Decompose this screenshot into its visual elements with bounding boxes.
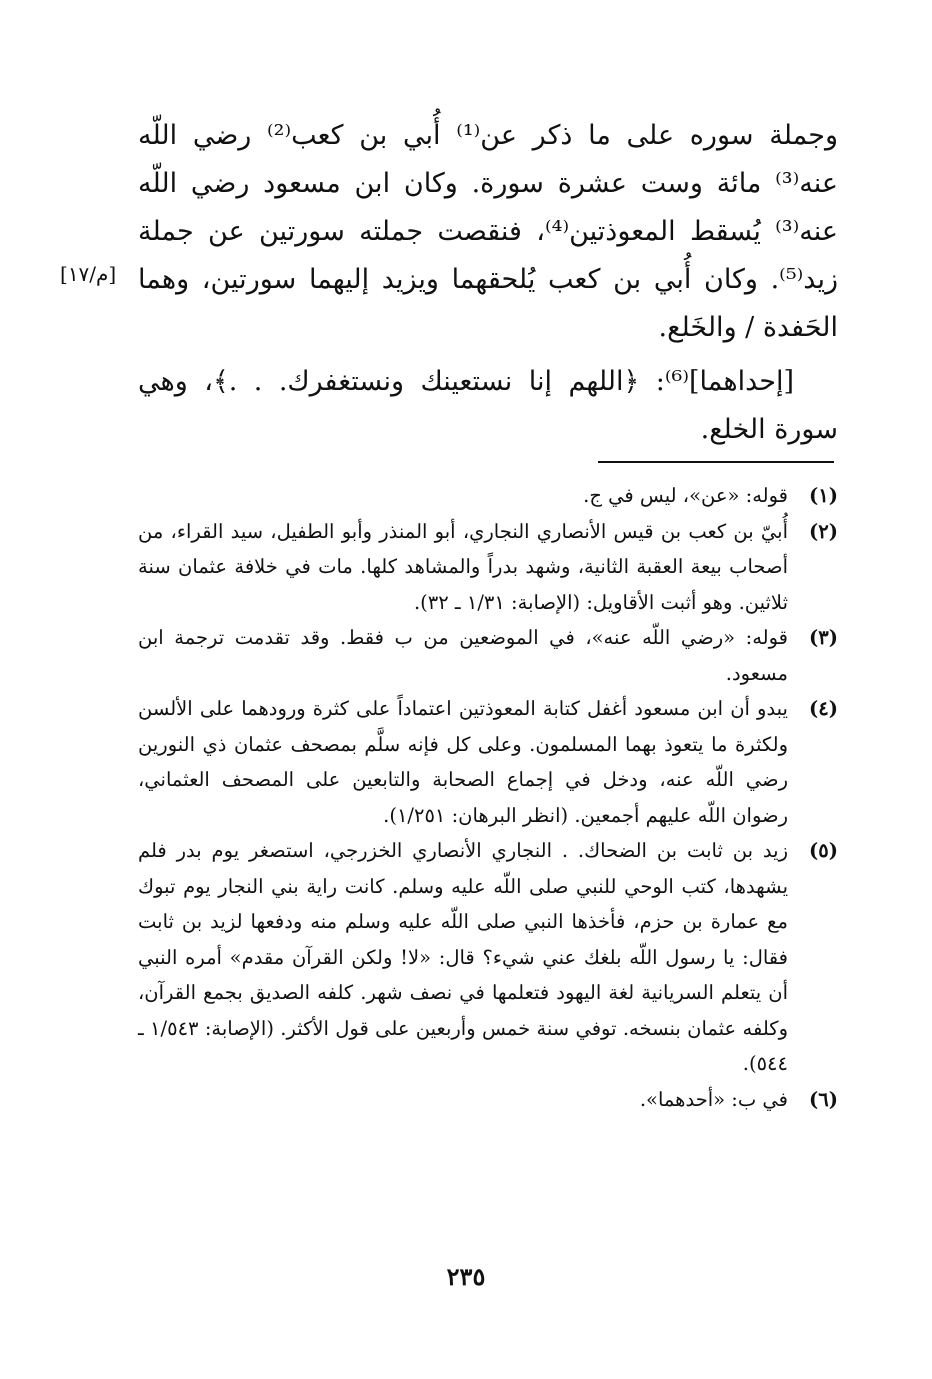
footnote-1 xyxy=(138,478,838,514)
footnote-4 xyxy=(138,691,838,833)
footnote-text: يبدو أن ابن مسعود أغفل كتابة المعوذتين اعتماداً على كثرة ورودهما على الألسن ولكثرة ما يتعوذ بهما المسلمون. وعلى كل فإنه سلَّم بمصحف عثمان ذي النورين رضي اللّه عنه، ودخل في إجماع الصحابة والتابعين على المصحف العثماني، رضوان اللّه عليهم أجمعين. (انظر البرهان: ١/٢٥١). xyxy=(138,697,788,827)
footnote-number: (٦) xyxy=(809,1087,838,1111)
manuscript-page-reference: [م/١٧] xyxy=(60,262,117,286)
footnote-2 xyxy=(138,514,838,621)
footnote-6 xyxy=(138,1082,838,1118)
footnote-separator xyxy=(598,461,834,463)
footnote-text: أُبيّ بن كعب بن قيس الأنصاري النجاري، أبو المنذر وأبو الطفيل، سيد القراء، من أصحاب بيعة العقبة الثانية، وشهد بدراً والمشاهد كلها. مات في خلافة عثمان سنة ثلاثين. وهو أثبت الأقاويل: (الإصابة: ١/٣١ ـ ٣٢). xyxy=(138,519,788,614)
footnote-number: (٣) xyxy=(809,626,838,649)
footnote-text: قوله: «رضي اللّه عنه»، في الموضعين من ب فقط. وقد تقدمت ترجمة ابن مسعود. xyxy=(138,626,788,685)
footnote-number: (٤) xyxy=(809,697,838,720)
footnote-5 xyxy=(138,833,838,1082)
footnote-number: (٥) xyxy=(809,839,838,862)
footnote-text: في ب: «أحدهما». xyxy=(639,1087,788,1111)
main-text xyxy=(138,112,838,454)
page-number: ٢٣٥ xyxy=(446,1262,486,1291)
footnote-number: (١) xyxy=(809,484,838,507)
footnotes xyxy=(138,478,838,1117)
footnote-text: زيد بن ثابت بن الضحاك. . النجاري الأنصاري الخزرجي، استصغر يوم بدر فلم يشهدها، كتب الوحي للنبي صلى اللّه عليه وسلم. كانت راية بني النجار يوم تبوك مع عمارة بن حزم، فأخذها النبي صلى اللّه عليه وسلم منه ودفعها لزيد بن ثابت فقال: يا رسول اللّه بلغك عني شيء؟ قال: «لا! ولكن القرآن مقدم» أمره النبي أن يتعلم السريانية لغة اليهود فتعلمها في نصف شهر. كلفه الصديق بجمع القرآن، وكلفه عثمان بنسخه. توفي سنة خمس وأربعين على قول الأكثر. (الإصابة: ١/٥٤٣ ـ ٥٤٤). xyxy=(138,839,788,1075)
main-paragraph-1: وجملة سوره على ما ذكر عن⁽¹⁾ أُبي بن كعب⁽²⁾ رضي اللّه عنه⁽³⁾ مائة وست عشرة سورة. وكان ابن مسعود رضي اللّه عنه⁽³⁾ يُسقط المعوذتين⁽⁴⁾، فنقصت جملته سورتين عن جملة زيد⁽⁵⁾. وكان أُبي بن كعب يُلحقهما ويزيد إليهما سورتين، وهما الحَفدة / والخَلع. xyxy=(138,120,838,343)
footnote-number: (٢) xyxy=(809,519,838,543)
footnote-text: قوله: «عن»، ليس في ج. xyxy=(583,484,788,507)
main-paragraph-2: [إحداهما]⁽⁶⁾: ﴿اللهم إنا نستعينك ونستغفرك. . .﴾، وهي سورة الخلع. xyxy=(138,366,838,445)
footnote-3 xyxy=(138,620,838,691)
